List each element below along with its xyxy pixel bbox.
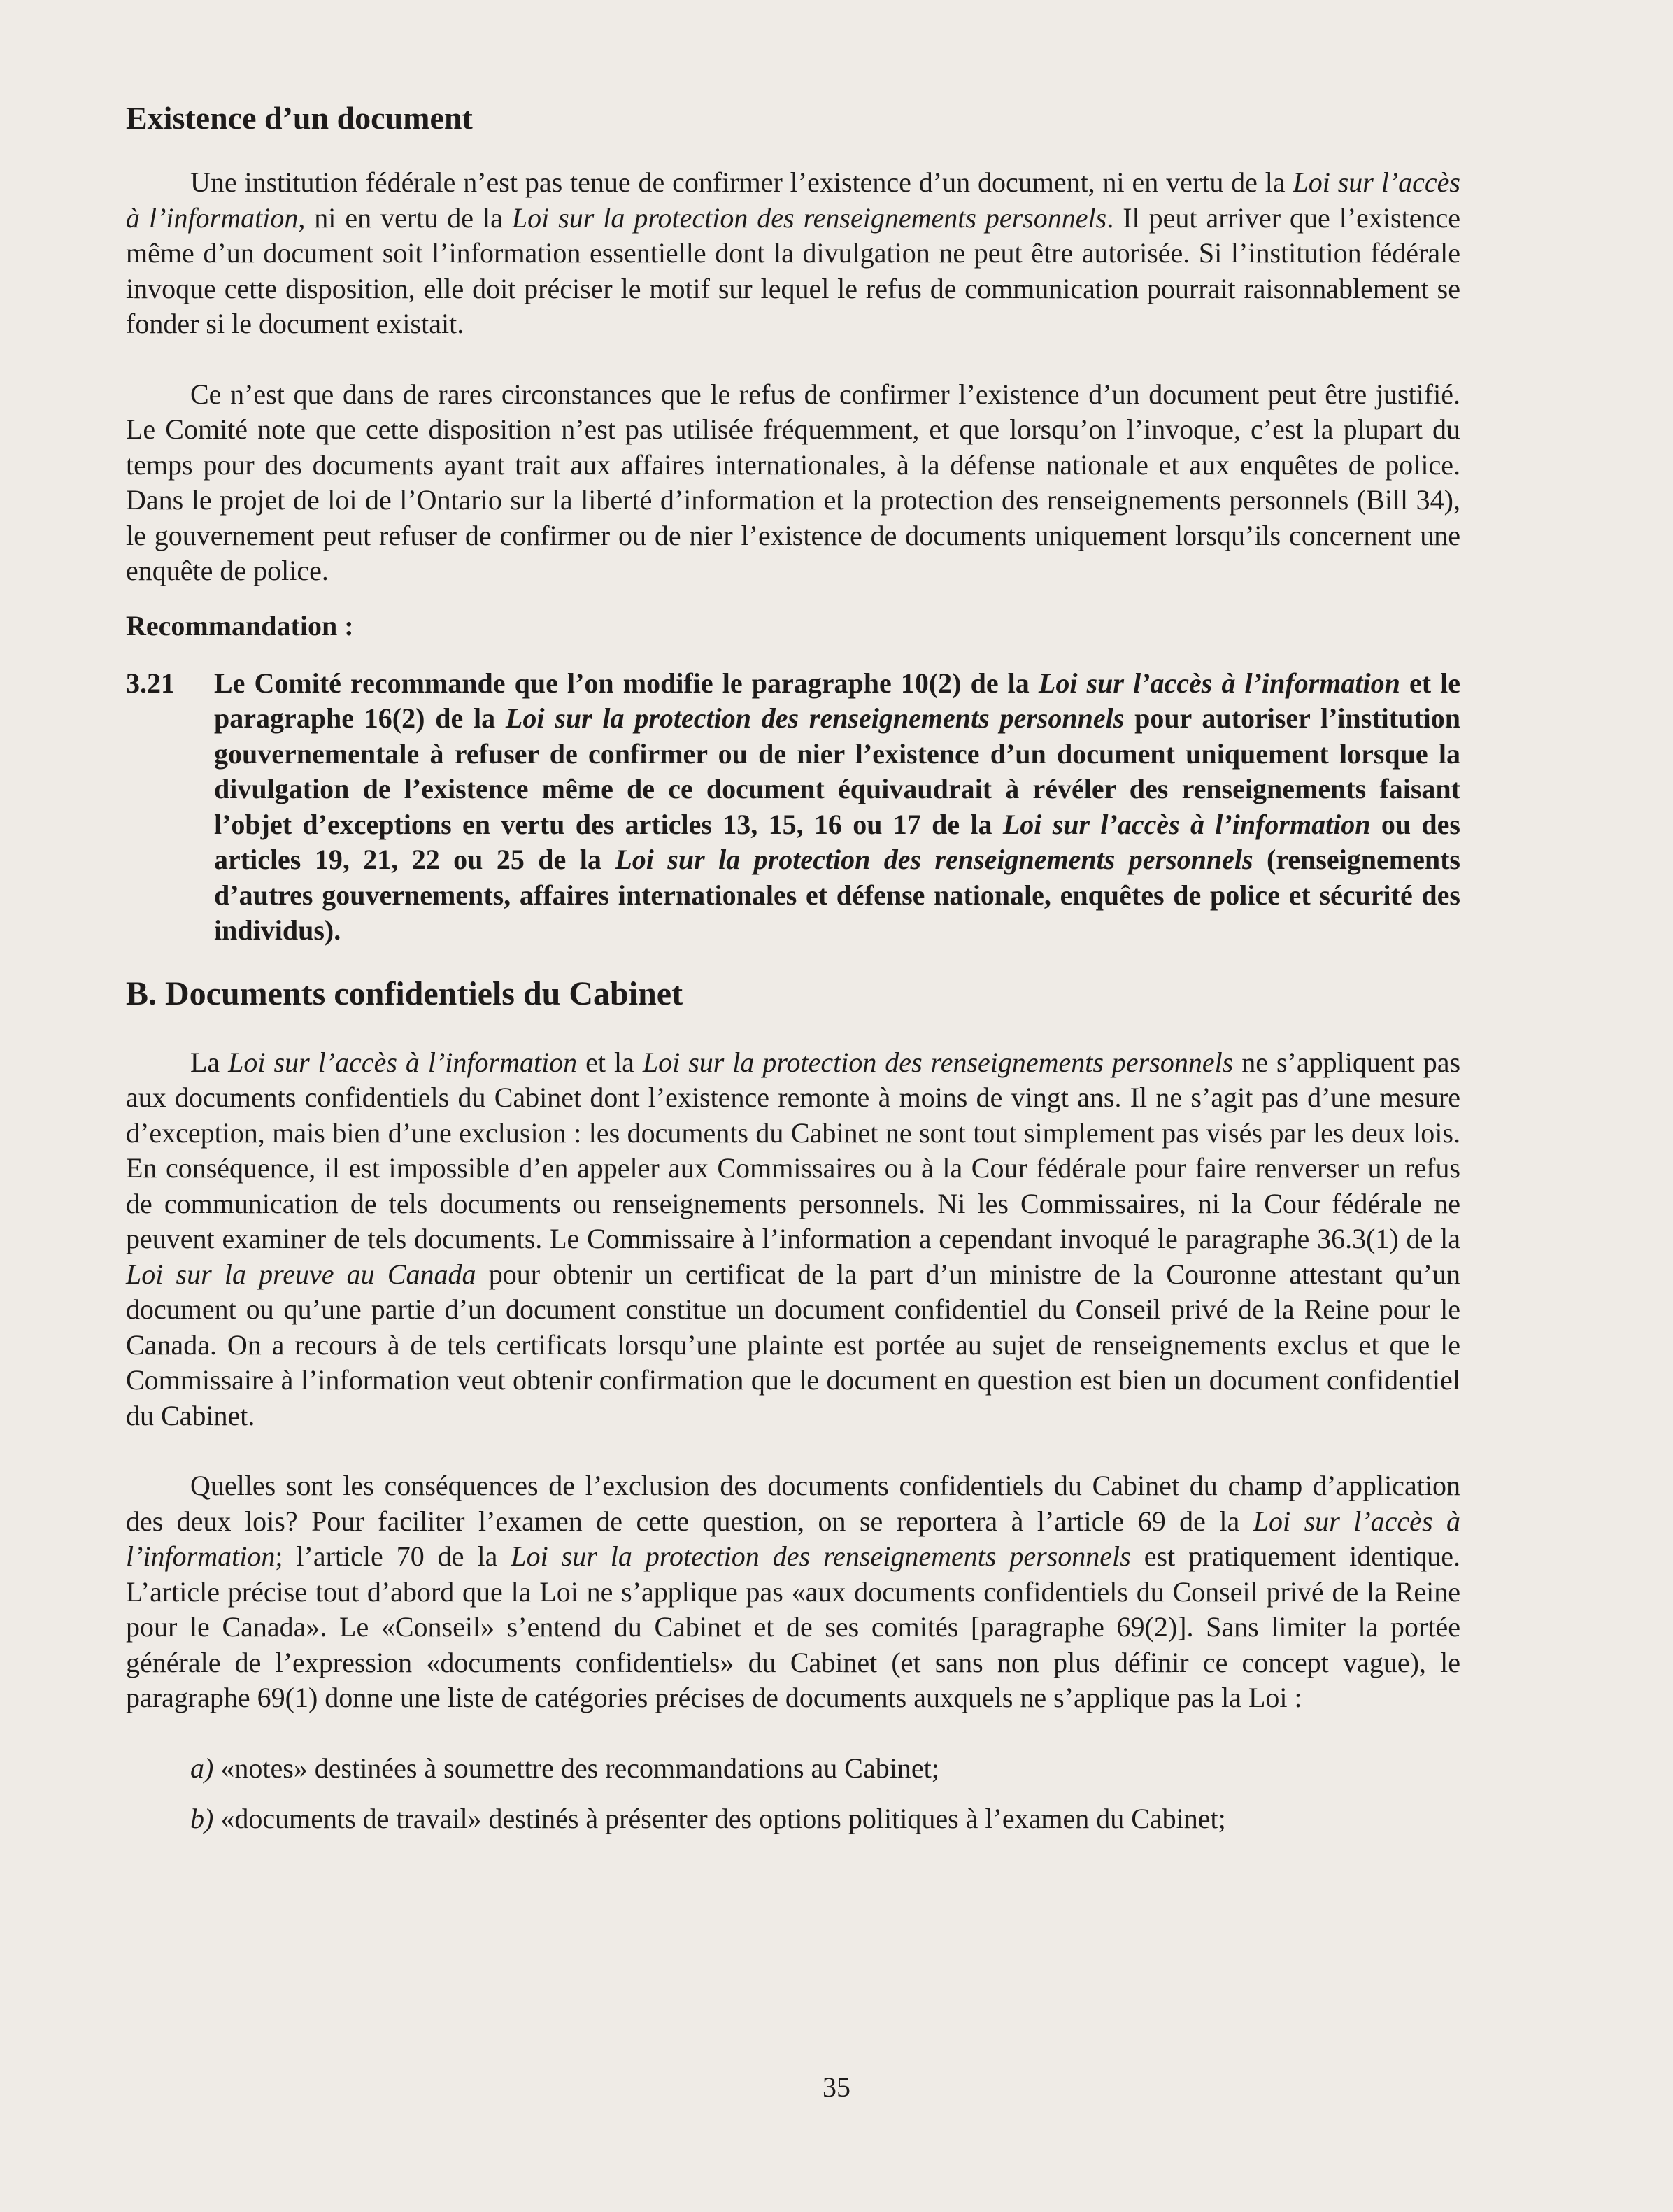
paragraph: Une institution fédérale n’est pas tenue de confirmer l’existence d’un document, ni en vertu de la Loi sur l’accès à l’information, ni en vertu de la Loi sur la protection des renseignements personnels. Il peut arriver que l’existence même d’un document soit l’information essentielle dont la divulgation ne peut être autorisée. Si l’institution fédérale invoque cette disposition, elle doit préciser le motif sur lequel le refus de communication pourrait raisonnablement se fonder si le document existait. xyxy=(126,166,1460,339)
list-item xyxy=(126,1801,1460,1837)
law-title: Loi sur la protection des renseignements personnels xyxy=(511,1540,1131,1572)
law-title: Loi sur l’accès à l’information xyxy=(1002,808,1371,840)
recommendation-heading: Recommandation : xyxy=(126,609,354,641)
recommendation-number: 3.21 xyxy=(126,667,175,699)
law-title: Loi sur l’accès à l’information xyxy=(1038,667,1400,699)
list-item-letter: a) xyxy=(190,1752,214,1784)
paragraph: Ce n’est que dans de rares circonstances que le refus de confirmer l’existence d’un document peut être justifié. Le Comité note que cette disposition n’est pas utilisée fréquemment, et que lorsqu’on l’invoque, c’est la plupart du temps pour des documents ayant trait aux affaires internationales, à la défense nationale et aux enquêtes de police. Dans le projet de loi de l’Ontario sur la liberté d’information et la protection des renseignements personnels (Bill 34), le gouvernement peut refuser de confirmer ou de nier l’existence de documents uniquement lorsqu’ils concernent une enquête de police. xyxy=(126,378,1460,586)
law-title: Loi sur la protection des renseignements personnels xyxy=(505,702,1125,734)
recommendation-block xyxy=(126,666,1460,949)
law-title: Loi sur la protection des renseignements personnels xyxy=(642,1046,1234,1078)
section-heading-existence: Existence d’un document xyxy=(126,100,473,136)
paragraph: Quelles sont les conséquences de l’exclusion des documents confidentiels du Cabinet du champ d’application des deux lois? Pour faciliter l’examen de cette question, on se reportera à l’article 69 de la Loi sur l’accès à l’information; l’article 70 de la Loi sur la protection des renseignements personnels est pratiquement identique. L’article précise tout d’abord que la Loi ne s’applique pas «aux documents confidentiels du Conseil privé de la Reine pour le Canada». Le «Conseil» s’entend du Cabinet et de ses comités [paragraphe 69(2)]. Sans limiter la portée générale de l’expression «documents confidentiels» du Cabinet (et sans non plus définir ce concept vague), le paragraphe 69(1) donne une liste de catégories précises de documents auxquels ne s’applique pas la Loi : xyxy=(126,1470,1460,1713)
law-title: Loi sur l’accès à l’information xyxy=(228,1046,578,1078)
law-title: Loi sur l’accès à l’information xyxy=(126,1505,1460,1572)
list-item xyxy=(126,1751,1460,1787)
law-title: Loi sur la protection des renseignements personnels xyxy=(615,844,1253,875)
page-number: 35 xyxy=(823,2071,850,2103)
section-heading-cabinet: B. Documents confidentiels du Cabinet xyxy=(126,974,683,1012)
list-item-letter: b) xyxy=(190,1803,214,1834)
list-item-text: «documents de travail» destinés à présenter des options politiques à l’examen du Cabinet; xyxy=(220,1803,1226,1834)
document-category-list xyxy=(126,1751,1460,1837)
list-item-text: «notes» destinées à soumettre des recommandations au Cabinet; xyxy=(220,1752,939,1784)
recommendation-text: Le Comité recommande que l’on modifie le paragraphe 10(2) de la Loi sur l’accès à l’information et le paragraphe 16(2) de la Loi sur la protection des renseignements personnels pour autoriser l’institution gouvernementale à refuser de confirmer ou de nier l’existence d’un document uniquement lorsque la divulgation de l’existence même de ce document équivaudrait à révéler des renseignements faisant l’objet d’exceptions en vertu des articles 13, 15, 16 ou 17 de la Loi sur l’accès à l’information ou des articles 19, 21, 22 ou 25 de la Loi sur la protection des renseignements personnels (renseignements d’autres gouvernements, affaires internationales et défense nationale, enquêtes de police et sécurité des individus). xyxy=(214,667,1461,946)
page-content xyxy=(126,98,1460,1852)
law-title: Loi sur la protection des renseignements personnels xyxy=(511,201,1107,234)
law-title: Loi sur l’accès à l’information xyxy=(126,166,1460,234)
law-title: Loi sur la preuve au Canada xyxy=(126,1258,476,1290)
paragraph: La Loi sur l’accès à l’information et la Loi sur la protection des renseignements personnels ne s’appliquent pas aux documents confidentiels du Cabinet dont l’existence remonte à moins de vingt ans. Il ne s’agit pas d’une mesure d’exception, mais bien d’une exclusion : les documents du Cabinet ne sont tout simplement pas visés par les deux lois. En conséquence, il est impossible d’en appeler aux Commissaires ou à la Cour fédérale pour faire renverser un refus de communication de tels documents ou renseignements personnels. Ni les Commissaires, ni la Cour fédérale ne peuvent examiner de tels documents. Le Commissaire à l’information a cependant invoqué le paragraphe 36.3(1) de la Loi sur la preuve au Canada pour obtenir un certificat de la part d’un ministre de la Couronne attestant qu’un document ou qu’une partie d’un document constitue un document confidentiel du Conseil privé de la Reine pour le Canada. On a recours à de tels certificats lorsqu’une plainte est portée au sujet de renseignements exclus et que le Commissaire à l’information veut obtenir confirmation que le document en question est bien un document confidentiel du Cabinet. xyxy=(126,1046,1461,1431)
